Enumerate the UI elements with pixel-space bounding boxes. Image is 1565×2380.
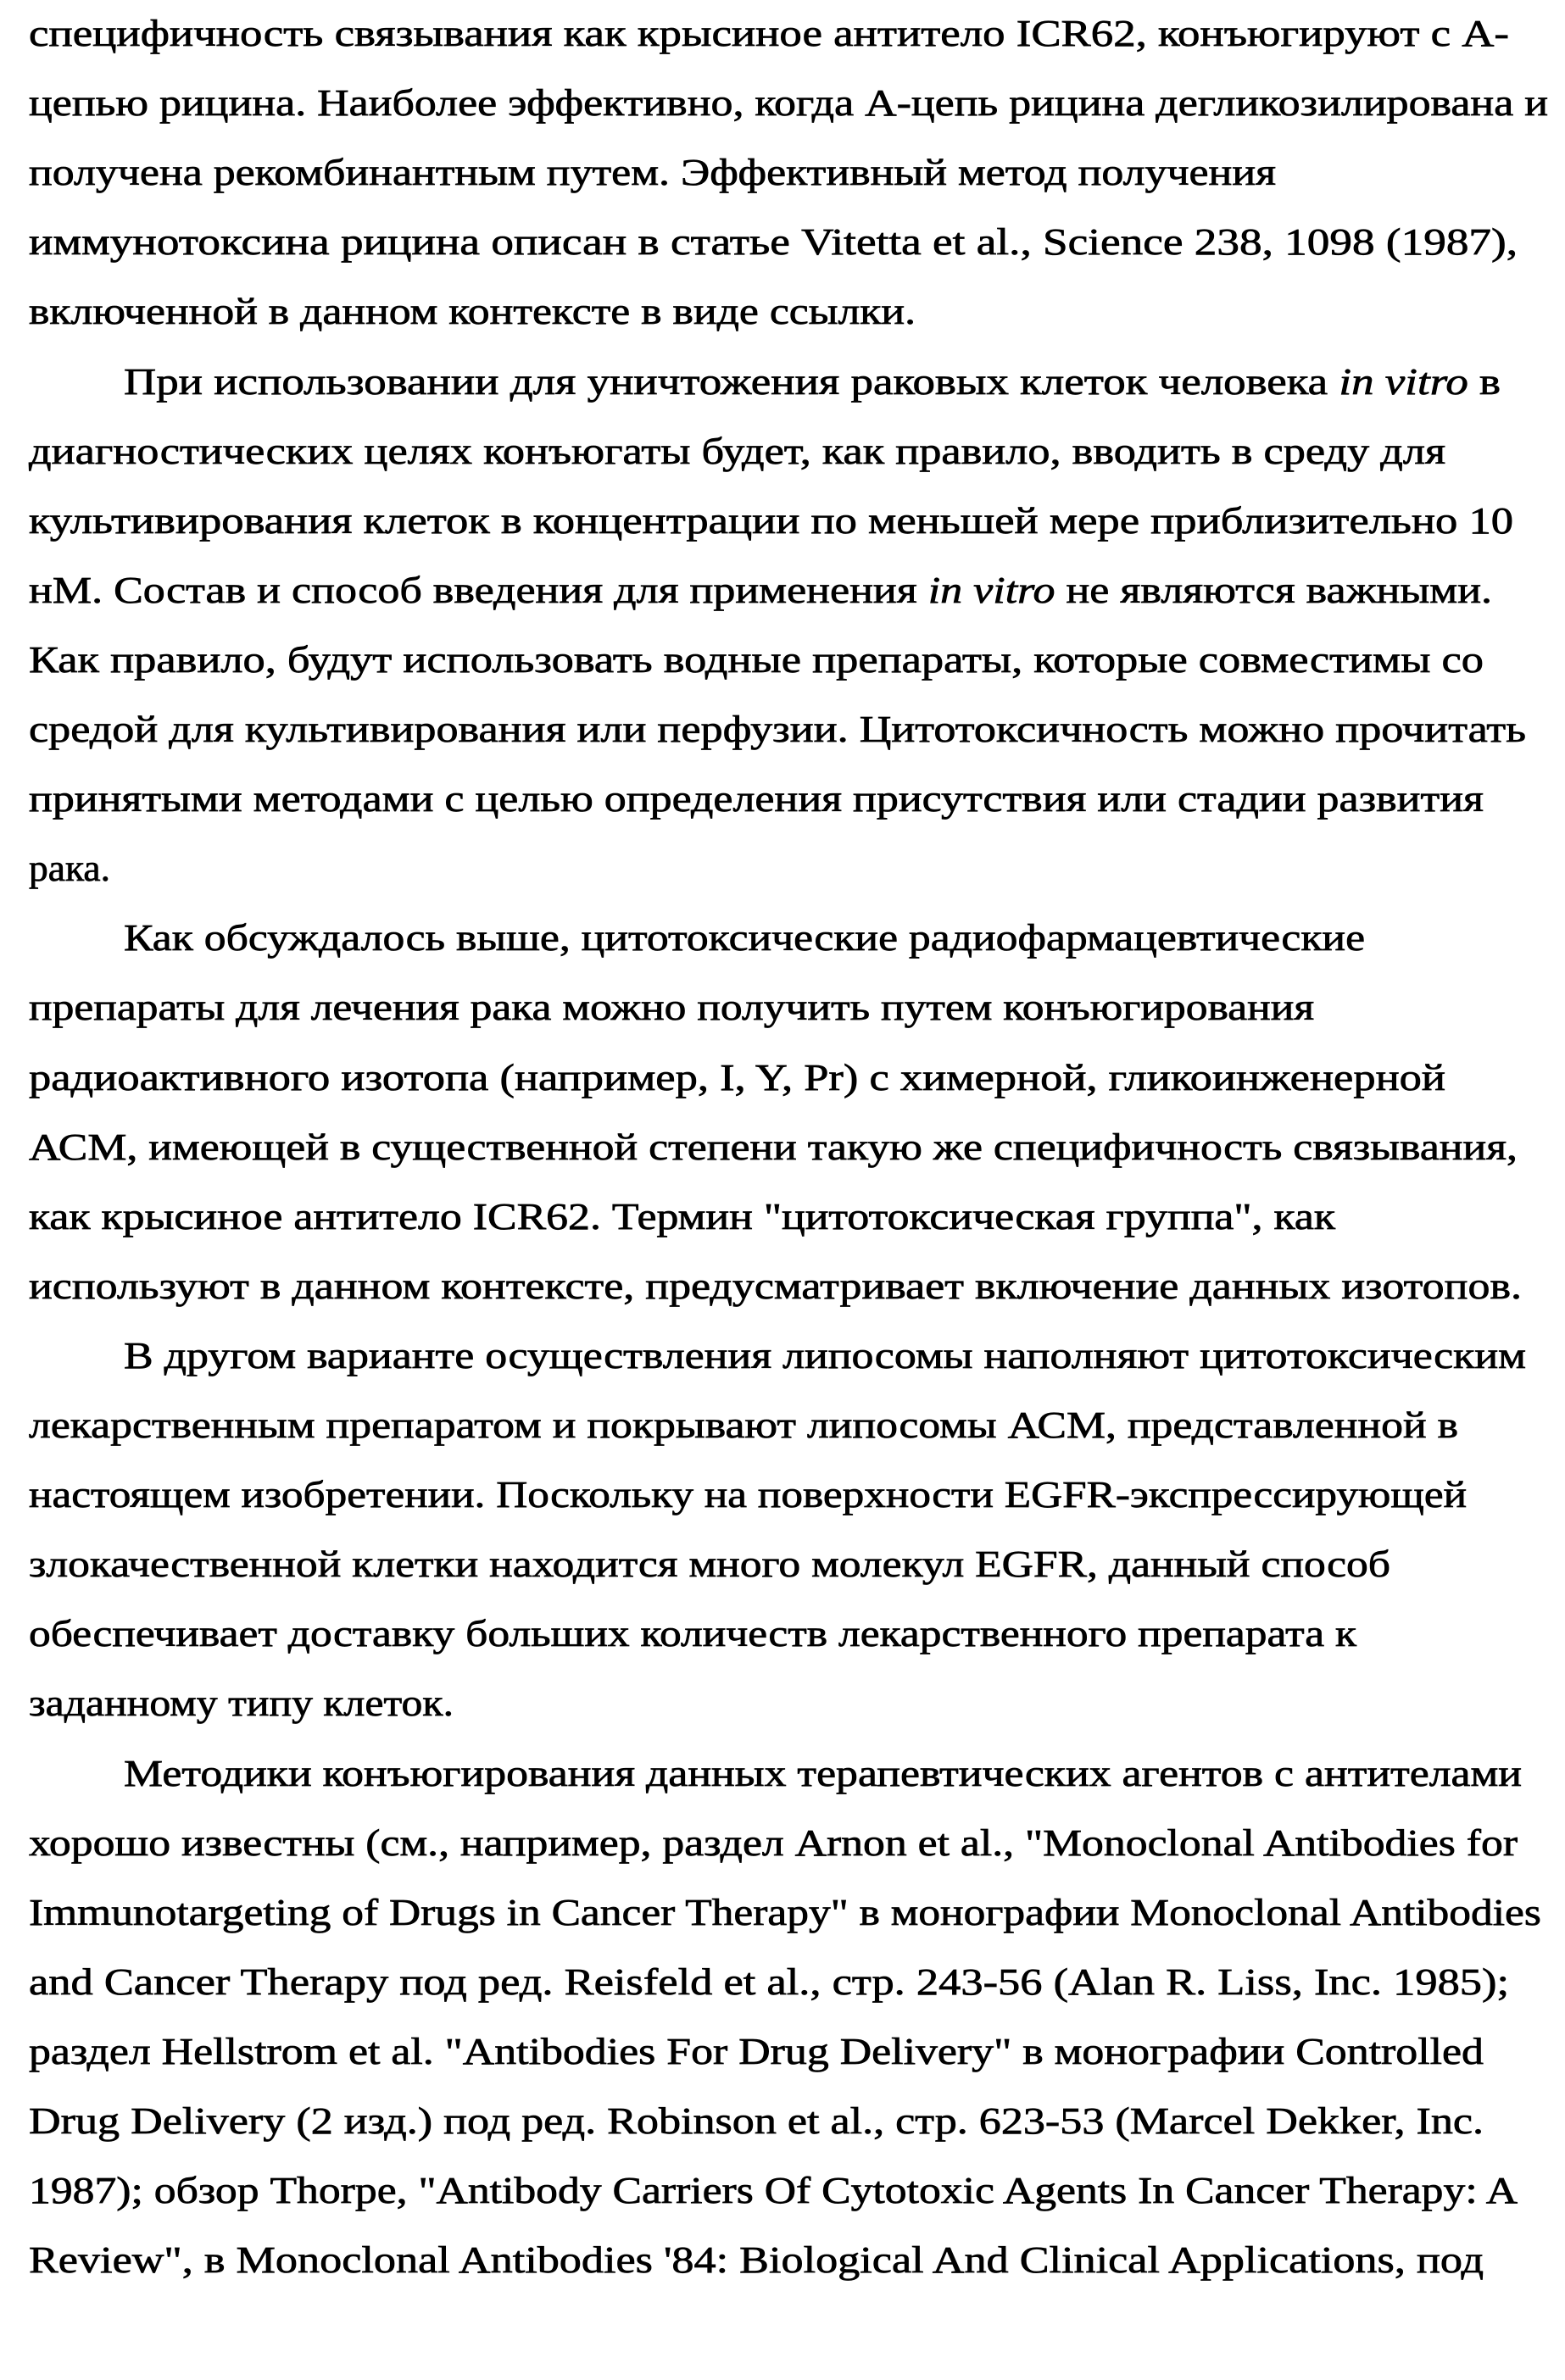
text-run: принятыми методами с целью определения присутствия или стадии развития (29, 778, 1484, 820)
text-run: специфичность связывания как крысиное антитело ICR62, конъюгируют с А- (29, 13, 1510, 54)
text-line (29, 154, 1276, 197)
text-run: получена рекомбинантным путем. Эффективный метод получения (29, 152, 1276, 194)
text-line (29, 989, 1314, 1032)
text-run: Drug Delivery (2 изд.) под ред. Robinson et al., стр. 623-53 (Marcel Dekker, Inc. (29, 2100, 1484, 2142)
text-run: В другом варианте осуществления липосомы наполняют цитотоксическим (124, 1334, 1527, 1376)
text-line (29, 2100, 1484, 2145)
text-line (29, 1265, 1522, 1310)
text-line (29, 221, 1518, 266)
text-line (29, 499, 1514, 545)
text-line (124, 1752, 1523, 1798)
text-line (29, 15, 1509, 58)
text-line (29, 638, 1484, 684)
text-line (124, 917, 1366, 962)
text-run: Как обсуждалось выше, цитотоксические радиофармацевтические (124, 917, 1366, 959)
text-line (29, 1821, 1518, 1867)
text-line (29, 1891, 1541, 1937)
text-line (29, 711, 1526, 753)
text-run: как крысиное антитело ICR62. Термин "цитотоксическая группа", как (29, 1195, 1336, 1237)
text-line (29, 1195, 1336, 1241)
text-run: АСМ, имеющей в существенной степени такую же специфичность связывания, (29, 1126, 1518, 1168)
text-line (124, 360, 1501, 406)
text-run: заданному типу клеток. (29, 1682, 454, 1725)
text-line (29, 850, 110, 892)
text-run: Методики конъюгирования данных терапевтических агентов с антителами (124, 1752, 1523, 1794)
text-run: and Cancer Therapy под ред. Reisfeld et al., стр. 243-56 (Alan R. Liss, Inc. 1985); (29, 1960, 1510, 2003)
text-run: Как правило, будут использовать водные препараты, которые совместимы со (29, 638, 1484, 681)
text-run: раздел Hellstrom et al. "Antibodies For Drug Delivery" в монографии Controlled (29, 2030, 1484, 2072)
text-run: цепью рицина. Наиболее эффективно, когда А-цепь рицина дегликозилирована и (29, 82, 1549, 125)
text-line (29, 1960, 1510, 2006)
text-line (29, 1615, 1356, 1658)
text-run: радиоактивного изотопа (например, I, Y, Pr) с химерной, гликоинженерной (29, 1056, 1445, 1098)
text-run: При использовании для уничтожения раковых клеток человека (124, 360, 1339, 403)
text-run: настоящем изобретении. Поскольку на поверхности EGFR-экспрессирующей (29, 1474, 1468, 1516)
text-run: не являются важными. (1055, 569, 1493, 611)
text-run: включенной в данном контексте в виде ссылки. (29, 291, 916, 333)
text-run: нМ. Состав и способ введения для применения (29, 569, 928, 611)
text-run: диагностических целях конъюгаты будет, как правило, вводить в среду для (29, 430, 1446, 472)
text-run: 1987); обзор Thorpe, "Antibody Carriers Of Cytotoxic Agents In Cancer Therapy: A (29, 2170, 1518, 2212)
text-run: средой для культивирования или перфузии. Цитотоксичность можно прочитать (29, 709, 1527, 750)
text-line (29, 1682, 454, 1727)
text-line (29, 569, 1493, 614)
text-line (29, 2030, 1484, 2076)
text-run: используют в данном контексте, предусматривает включение данных изотопов. (29, 1265, 1522, 1307)
text-line (29, 1404, 1459, 1449)
text-line (124, 1334, 1527, 1380)
text-line (29, 293, 916, 336)
text-line (29, 2172, 1518, 2215)
text-run: в (1468, 360, 1501, 403)
text-run: обеспечивает доставку больших количеств лекарственного препарата к (29, 1613, 1357, 1655)
italic-term: in vitro (927, 569, 1055, 611)
text-run: Review", в Monoclonal Antibodies '84: Biological And Clinical Applications, под (29, 2239, 1484, 2282)
text-run: Immunotargeting of Drugs in Cancer Therapy" в монографии Monoclonal Antibodies (29, 1891, 1541, 1933)
text-run: рака. (29, 848, 111, 890)
italic-term: in vitro (1339, 360, 1468, 403)
text-line (29, 2239, 1484, 2284)
text-run: злокачественной клетки находится много молекул EGFR, данный способ (29, 1543, 1391, 1586)
text-line (29, 1126, 1518, 1171)
text-line (29, 1476, 1467, 1519)
text-run: лекарственным препаратом и покрывают липосомы АСМ, представленной в (29, 1404, 1459, 1446)
text-line (29, 778, 1484, 823)
text-line (29, 82, 1549, 127)
text-run: иммунотоксина рицина описан в статье Vitetta et al., Science 238, 1098 (1987), (29, 221, 1518, 264)
text-line (29, 1543, 1391, 1588)
text-run: культивирования клеток в концентрации по меньшей мере приблизительно 10 (29, 499, 1514, 542)
text-run: препараты для лечения рака можно получить путем конъюгирования (29, 987, 1315, 1029)
text-run: хорошо известны (см., например, раздел Arnon et al., "Monoclonal Antibodies for (29, 1821, 1518, 1864)
text-line (29, 430, 1446, 475)
text-line (29, 1056, 1445, 1102)
